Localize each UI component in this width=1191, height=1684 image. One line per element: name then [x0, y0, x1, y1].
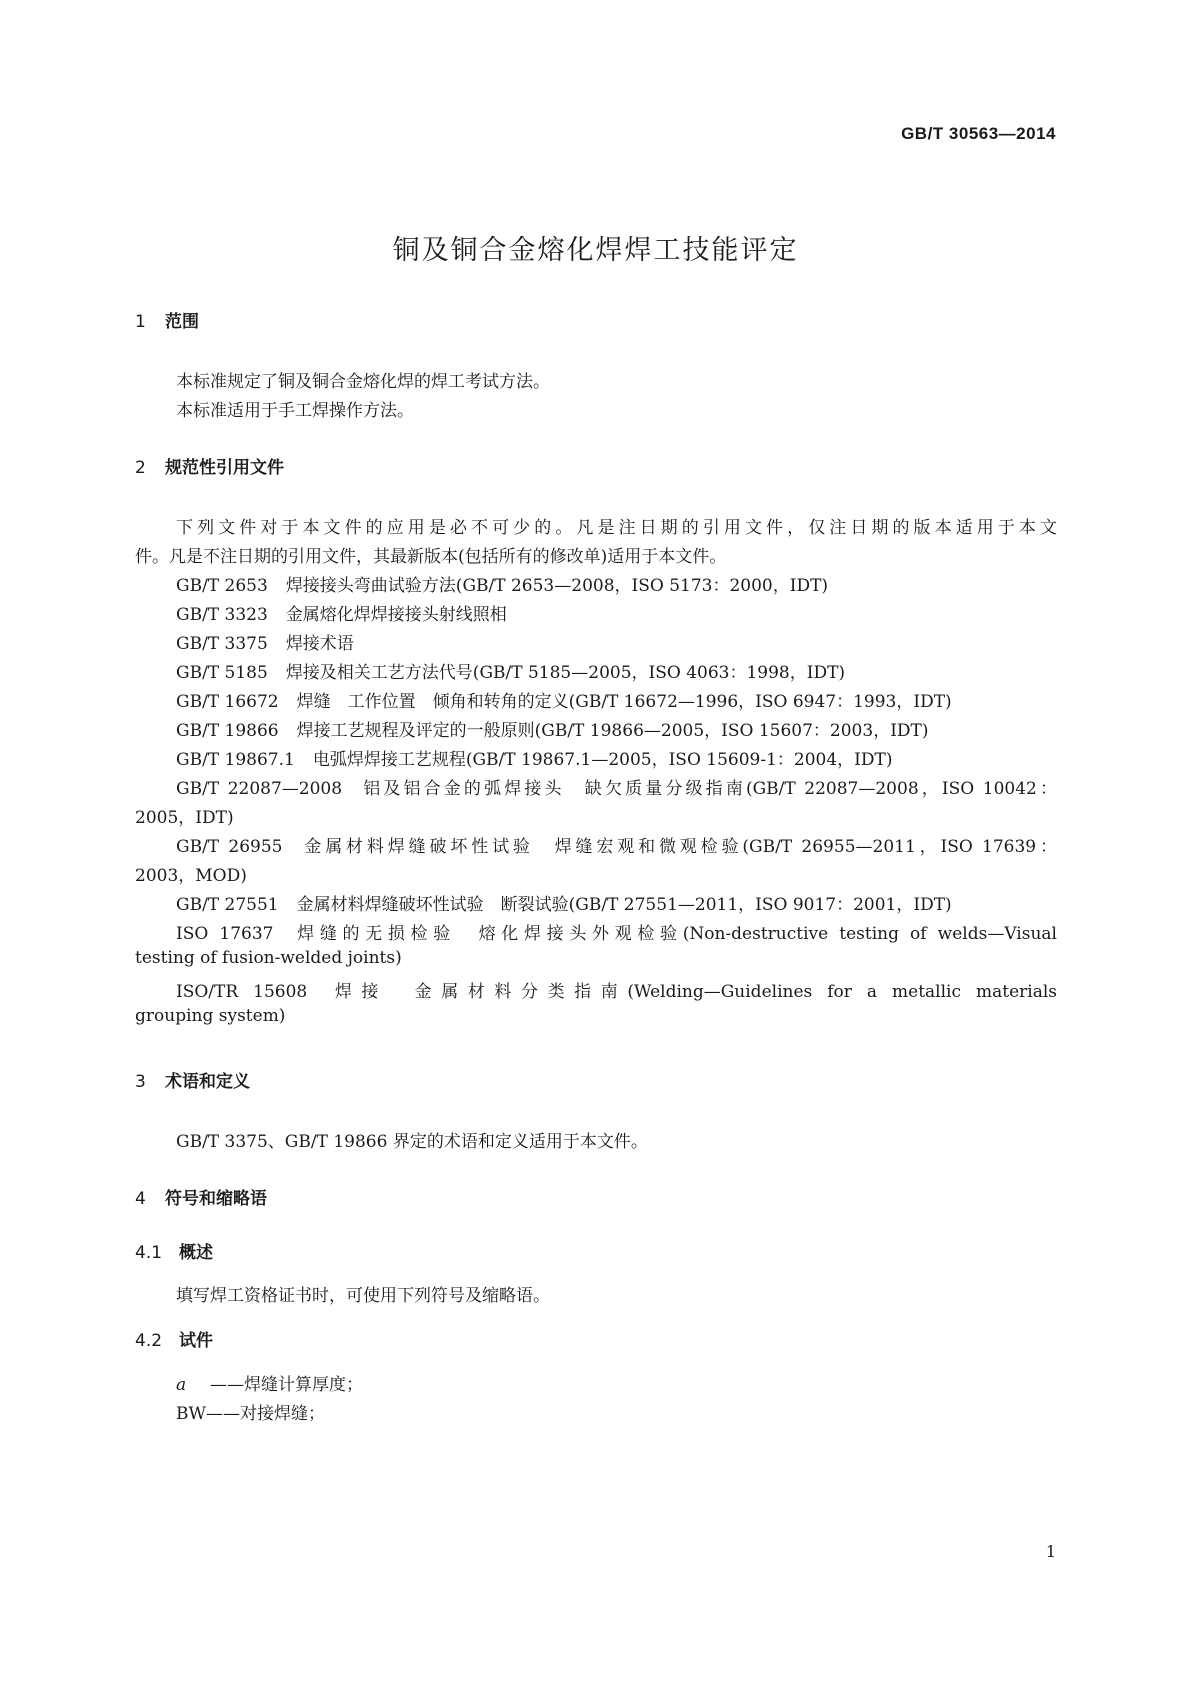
symbol-description: 对接焊缝；	[239, 1404, 325, 1424]
reference-title: 电弧焊焊接工艺规程(GB/T 19867.1—2005，ISO 15609-1：2004，IDT)	[312, 750, 893, 770]
reference-code: ISO 17637	[176, 924, 274, 944]
subsection-4-2-heading	[135, 1326, 213, 1351]
symbol-dash: ——	[210, 1375, 244, 1395]
paragraph: 下列文件对于本文件的应用是必不可少的。凡是注日期的引用文件，仅注日期的版本适用于本文	[176, 518, 1057, 538]
reference-code: GB/T 19867.1	[176, 750, 295, 770]
reference-item	[176, 774, 1057, 799]
paragraph: 填写焊工资格证书时，可使用下列符号及缩略语。	[176, 1286, 550, 1306]
section-title: 术语和定义	[165, 1072, 250, 1092]
reference-code: GB/T 2653	[176, 576, 268, 596]
section-number: 4	[135, 1189, 146, 1209]
section-number: 3	[135, 1072, 146, 1092]
subsection-4-1-heading	[135, 1238, 213, 1263]
section-title: 符号和缩略语	[165, 1189, 267, 1209]
symbol: a	[176, 1375, 187, 1395]
reference-item	[176, 716, 929, 741]
reference-code: GB/T 26955	[176, 837, 283, 857]
reference-item	[176, 919, 1057, 944]
section-4-heading	[135, 1184, 267, 1209]
reference-code: GB/T 3323	[176, 605, 268, 625]
symbol-description: 焊缝计算厚度；	[244, 1375, 363, 1395]
reference-item	[176, 600, 507, 625]
section-number: 1	[135, 312, 146, 332]
reference-title: 铝及铝合金的弧焊接头 缺欠质量分级指南(GB/T 22087—2008，ISO 10042：	[360, 779, 1057, 799]
section-number: 4.2	[135, 1331, 163, 1351]
reference-title: 焊缝的无损检验 熔化焊接头外观检验(Non-destructive testing of welds—Visual	[291, 924, 1057, 944]
reference-code: GB/T 16672	[176, 692, 279, 712]
section-3-heading	[135, 1067, 250, 1092]
reference-continuation: 2003，MOD)	[135, 866, 247, 886]
section-title: 试件	[179, 1331, 213, 1351]
reference-title: 焊接及相关工艺方法代号(GB/T 5185—2005，ISO 4063：1998，IDT)	[285, 663, 846, 683]
section-2-heading	[135, 453, 284, 478]
reference-item	[176, 571, 828, 596]
page-number: 1	[1045, 1542, 1056, 1561]
paragraph: GB/T 3375、GB/T 19866 界定的术语和定义适用于本文件。	[176, 1132, 648, 1152]
section-number: 4.1	[135, 1243, 163, 1263]
standard-code: GB/T 30563—2014	[901, 124, 1056, 143]
reference-title: 焊接工艺规程及评定的一般原则(GB/T 19866—2005，ISO 15607：2003，IDT)	[296, 721, 929, 741]
reference-code: GB/T 3375	[176, 634, 268, 654]
reference-code: GB/T 22087—2008	[176, 779, 343, 799]
symbol-item	[176, 1399, 325, 1424]
reference-title: 焊接接头弯曲试验方法(GB/T 2653—2008，ISO 5173：2000，IDT)	[285, 576, 829, 596]
reference-code: GB/T 27551	[176, 895, 279, 915]
symbol-item	[176, 1370, 363, 1395]
reference-item	[176, 890, 952, 915]
section-title: 规范性引用文件	[165, 458, 284, 478]
reference-code: GB/T 5185	[176, 663, 268, 683]
reference-title: 焊缝 工作位置 倾角和转角的定义(GB/T 16672—1996，ISO 6947：1993，IDT)	[296, 692, 952, 712]
reference-continuation: grouping system)	[135, 1006, 286, 1026]
reference-code: GB/T 19866	[176, 721, 279, 741]
reference-item	[176, 687, 952, 712]
section-number: 2	[135, 458, 146, 478]
reference-title: 金属材料焊缝破坏性试验 断裂试验(GB/T 27551—2011，ISO 9017：2001，IDT)	[296, 895, 952, 915]
reference-item	[176, 658, 845, 683]
reference-title: 金属熔化焊焊接接头射线照相	[285, 605, 507, 625]
reference-continuation: 2005，IDT)	[135, 808, 234, 828]
section-title: 范围	[165, 312, 199, 332]
paragraph: 本标准适用于手工焊操作方法。	[176, 401, 414, 421]
reference-item	[176, 745, 893, 770]
document-title: 铜及铜合金熔化焊焊工技能评定	[392, 235, 799, 266]
symbol-dash: ——	[205, 1404, 240, 1424]
reference-title: 焊接 金属材料分类指南(Welding—Guidelines for a metallic materials	[325, 982, 1057, 1002]
reference-item	[176, 629, 354, 654]
reference-code: ISO/TR 15608	[176, 982, 308, 1002]
reference-item	[176, 832, 1057, 857]
section-1-heading	[135, 307, 199, 332]
reference-continuation: testing of fusion-welded joints)	[135, 948, 402, 968]
section-title: 概述	[179, 1243, 213, 1263]
paragraph: 本标准规定了铜及铜合金熔化焊的焊工考试方法。	[176, 372, 550, 392]
paragraph: 件。凡是不注日期的引用文件，其最新版本(包括所有的修改单)适用于本文件。	[135, 547, 727, 567]
reference-item	[176, 977, 1057, 1002]
symbol: BW	[176, 1404, 206, 1424]
reference-title: 焊接术语	[285, 634, 354, 654]
reference-title: 金属材料焊缝破坏性试验 焊缝宏观和微观检验(GB/T 26955—2011，ISO 17639：	[300, 837, 1057, 857]
